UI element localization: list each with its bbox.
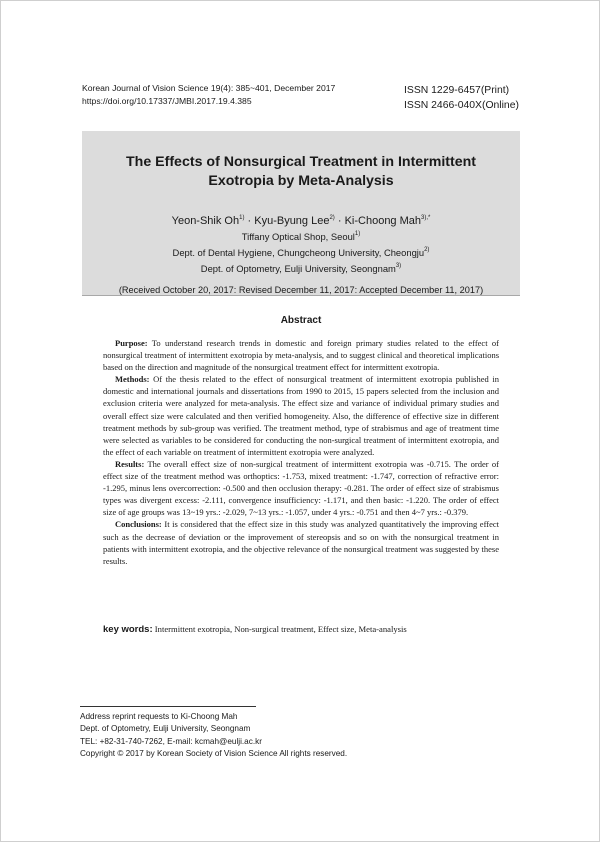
footnote-contact: TEL: +82-31-740-7262, E-mail: kcmah@eulji.ac.kr (80, 736, 262, 746)
affiliation-1: Tiffany Optical Shop, Seoul$^{1)}$ (241, 231, 361, 242)
footnote-reprint: Address reprint requests to Ki-Choong Mah (80, 712, 238, 721)
footnote-divider (80, 706, 256, 707)
abstract-methods: Methods: Of the thesis related to the effect of nonsurgical treatment of intermittent exotropia published in domestic and international journals and dissertations from 1990 to 2015, 15 papers selected from the inclusion and exclusion criteria were analyzed for meta-analysis. The effect size and variance of individual primary studies and overall effect size were calculated and then verified homogeneity. Also, the difference of effective size in different treatment methods by sub-group was verified. The treatment method, type of strabismus and age of treatment time were selected as variables to be considered for conducting the non-surgical treatment of intermittent exotropia, and the effect of each variable on treatment of intermittent exotropia were analyzed. (103, 374, 499, 457)
author-3-sup: 3),* (421, 215, 431, 221)
footnotes (80, 711, 347, 761)
author-2-sup: 2) (329, 215, 335, 221)
abstract-heading: Abstract (280, 315, 322, 326)
issn-print: ISSN 1229-6457(Print) (404, 85, 510, 96)
author-2: Kyu-Byung Lee (254, 215, 330, 227)
author-separator: · (244, 215, 255, 227)
abstract-body (103, 337, 499, 567)
footnote-copyright: Copyright © 2017 by Korean Society of Vision Science All rights reserved. (80, 749, 348, 759)
title-box (82, 131, 520, 296)
journal-header (82, 82, 335, 108)
doi-link[interactable]: https://doi.org/10.17337/JMBI.2017.19.4.385 (82, 96, 252, 106)
affiliation-3: Dept. of Optometry, Eulji University, Seongnam$^{3)}$ (200, 263, 402, 274)
author-separator: · (334, 215, 345, 227)
abstract-conclusions: Conclusions: It is considered that the effect size in this study was analyzed quantitatively the improving effect such as the decrease of deviation or the improvement of stereopsis and so on with the nonsurgical treatment in patients with intermittent exotropia, and the objective relevance of the nonsurgical treatment was suggested by these results. (103, 519, 499, 566)
title-line-1: The Effects of Nonsurgical Treatment in Intermittent (125, 154, 476, 170)
author-1-sup: 1) (239, 215, 245, 221)
author-list (82, 213, 520, 229)
affiliation-2: Dept. of Dental Hygiene, Chungcheong University, Cheongju$^{2)}$ (172, 247, 430, 258)
abstract-purpose: Purpose: To understand research trends in domestic and foreign primary studies related to the effect of nonsurgical treatment of intermittent exotropia by meta-analysis, and to suggest clinical and theoretical implications based on the direction and magnitude of the nonsurgical treatment effect for intermittent exotropia. (103, 338, 499, 373)
keywords-text: Intermittent exotropia, Non-surgical treatment, Effect size, Meta-analysis (152, 624, 407, 634)
title-line-2: Exotropia by Meta-Analysis (208, 173, 394, 189)
author-1: Yeon-Shik Oh (171, 215, 240, 227)
abstract-results: Results: The overall effect size of non-surgical treatment of intermittent exotropia was -0.715. The order of effect size of the treatment method was orthoptics: -1.753, mixed treatment: -1.747, correction of refractive error: -1.295, minus lens overcorrection: -0.500 and then occlusion therapy: -0.281. The order of effect size of strabismus types was divergent excess: -2.111, convergence insufficiency: -1.171, and then basic: -1.220. The order of effect size of age groups was 13~19 yrs.: -2.029, 7~13 yrs.: -1.057, under 4 yrs.: -0.751 and then 4~7 yrs.: -0.379. (103, 458, 499, 518)
journal-citation: Korean Journal of Vision Science 19(4): 385~401, December 2017 (82, 83, 336, 93)
received-dates: (Received October 20, 2017: Revised December 11, 2017: Accepted December 11, 2017) (118, 285, 484, 295)
footnote-dept: Dept. of Optometry, Eulji University, Seongnam (80, 724, 251, 734)
author-3: Ki-Choong Mah (344, 215, 422, 227)
paper-title (82, 153, 520, 191)
issn-online: ISSN 2466-040X(Online) (404, 100, 519, 111)
keywords-label: key words: (103, 624, 153, 635)
keywords (103, 624, 523, 635)
issn-block (404, 83, 519, 113)
